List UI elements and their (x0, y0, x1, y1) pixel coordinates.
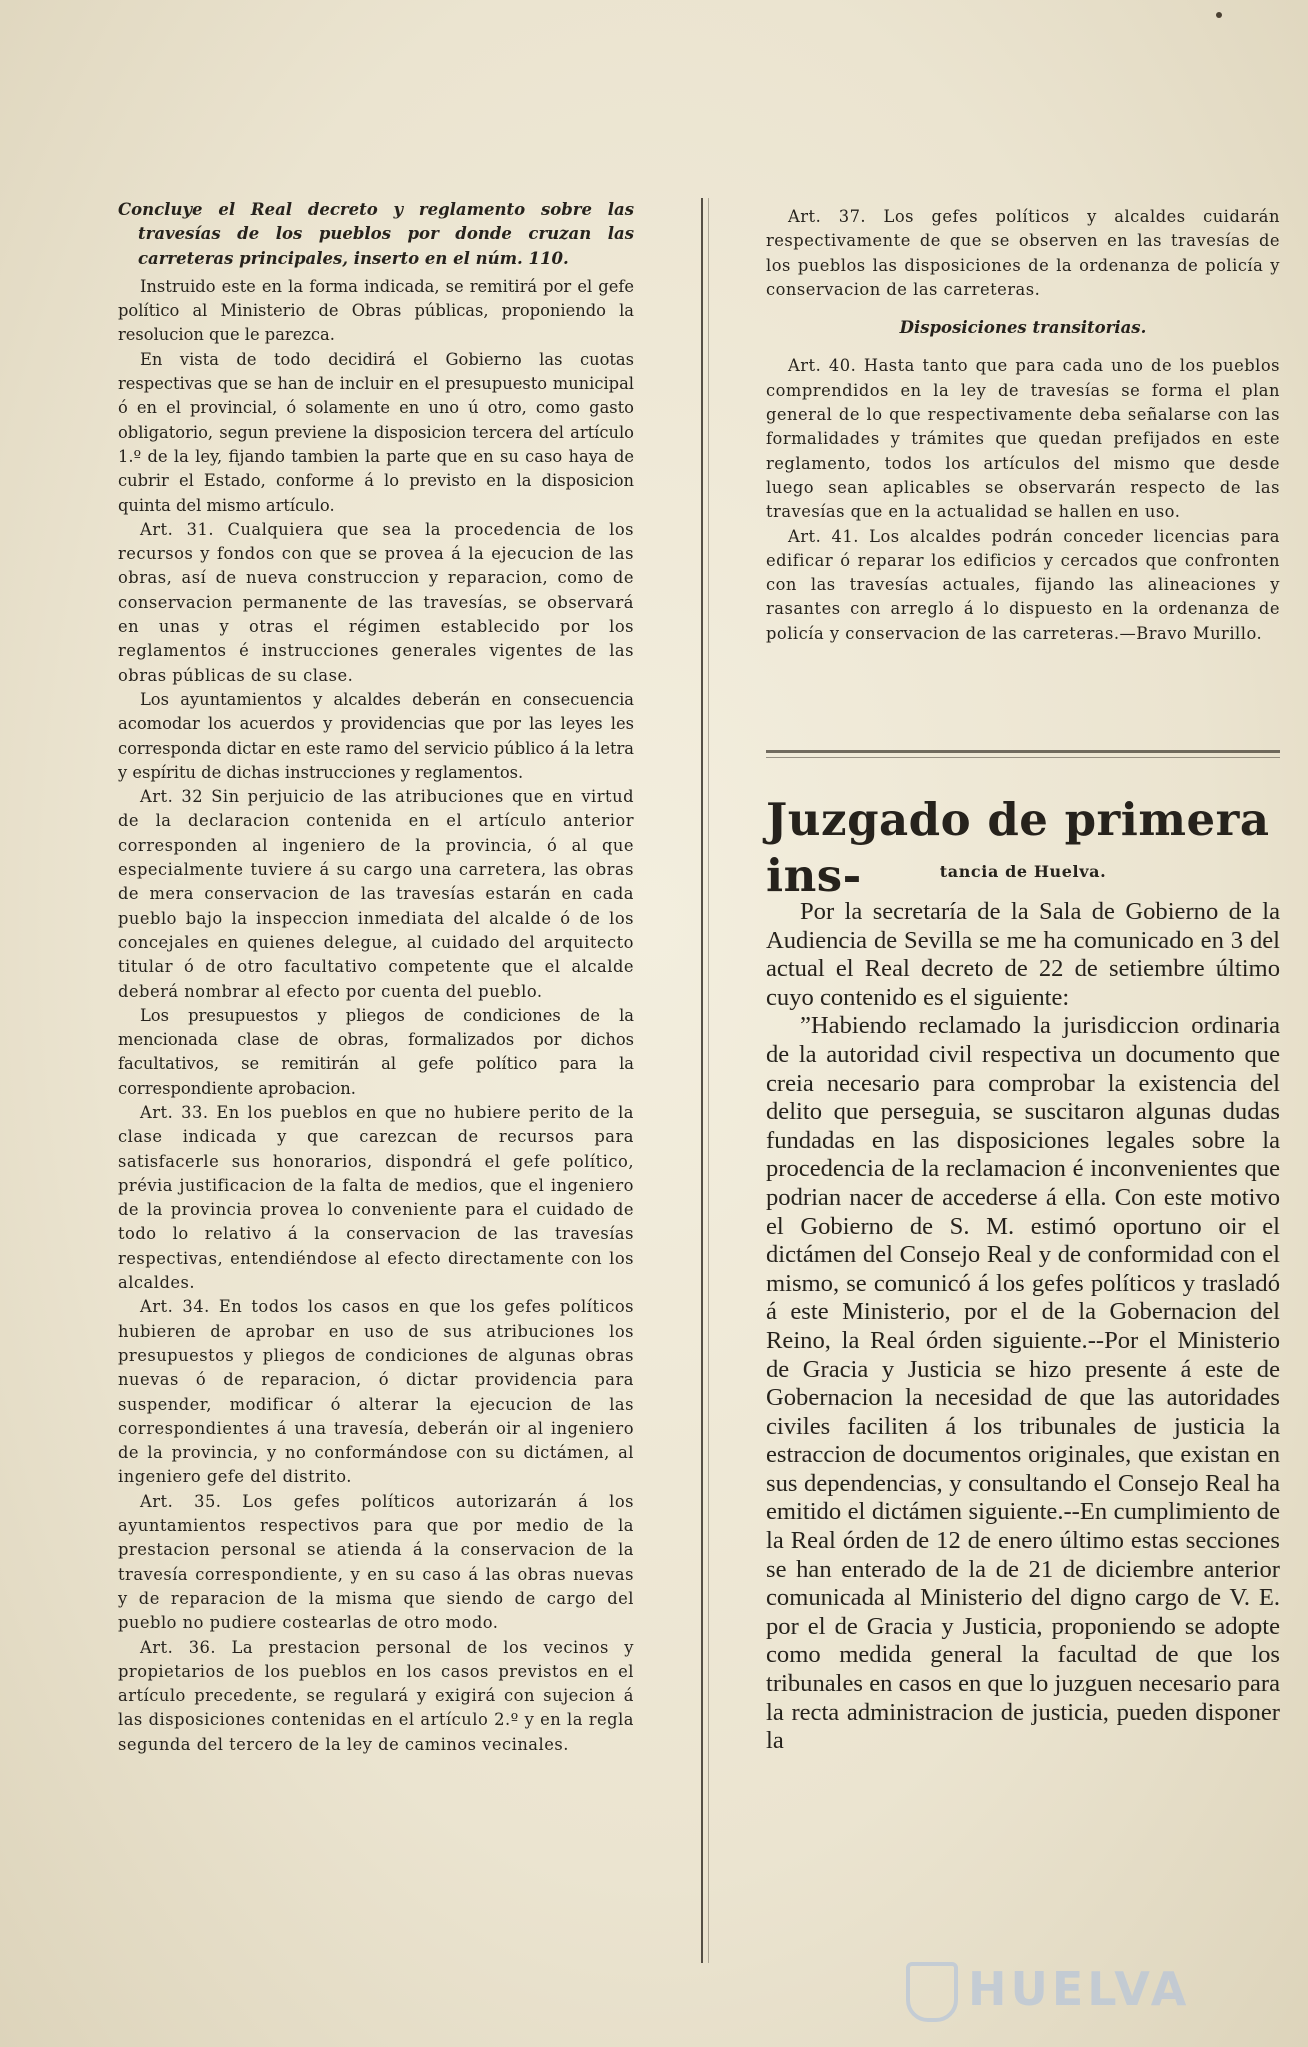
paragraph: ”Habiendo reclamado la jurisdiccion ordinaria de la autoridad civil respectiva un documento que creia necesario para comprobar la existencia del delito que perseguia, se suscitaron algunas dudas fundadas en las disposiciones legales sobre la procedencia de la reclamacion é inconvenientes que podrian nacer de accederse á ella. Con este motivo el Gobierno de S. M. estimó oportuno oir el dictámen del Consejo Real y de conformidad con el mismo, se comunicó á los gefes políticos y trasladó á este Ministerio, por el de la Gobernacion del Reino, la Real órden siguiente.--Por el Ministerio de Gracia y Justicia se hizo presente á este de Gobernacion la necesidad de que las autoridades civiles faciliten á los tribunales de justicia la estraccion de documentos originales, que existan en sus dependencias, y consultando el Consejo Real ha emitido el dictámen siguiente.--En cumplimiento de la Real órden de 12 de enero último estas secciones se han enterado de la de 21 de diciembre anterior comunicada al Ministerio del digno cargo de V. E. por el de Gracia y Justicia, proponiendo se adopte como medida general la facultad de que los tribunales en casos en que lo juzguen necesario para la recta administracion de justicia, pueden disponer la (766, 1012, 1280, 1755)
paragraph: Instruido este en la forma indicada, se remitirá por el gefe político al Ministerio de Obras públicas, proponiendo la resolucion que le parezca. (118, 276, 634, 345)
left-column (118, 198, 634, 1757)
library-watermark (906, 1960, 1236, 2030)
paragraph: Los presupuestos y pliegos de condiciones de la mencionada clase de obras, formalizados por dichos facultativos, se remitirán al gefe político para la correspondiente aprobacion. (118, 1005, 634, 1098)
article-36: Art. 36. La prestacion personal de los vecinos y propietarios de los pueblos en los casos previstos en el artículo precedente, se regulará y exigirá con sujecion á las disposiciones contenidas en el artículo 2.º y en la regla segunda del tercero de la ley de caminos vecinales. (118, 1637, 634, 1754)
article-35: Art. 35. Los gefes políticos autorizarán á los ayuntamientos respectivos para que por medio de la prestacion personal se atienda á la conservacion de la travesía correspondiente, y en su caso á las obras nuevas y de reparacion de la misma que siendo de cargo del pueblo no pudiere costearlas de otro modo. (118, 1491, 634, 1633)
column-divider-thin (708, 198, 709, 1963)
section-heading: Disposiciones transitorias. (899, 318, 1147, 338)
paragraph: En vista de todo decidirá el Gobierno las cuotas respectivas que se han de incluir en el presupuesto municipal ó en el provincial, ó solamente en uno ú otro, como gasto obligatorio, segun previene la disposicion tercera del artículo 1.º de la ley, fijando tambien la parte que en su caso haya de cubrir el Estado, conforme á lo previsto en la disposicion quinta del mismo artículo. (118, 349, 634, 515)
section-rule (766, 750, 1280, 753)
article-37: Art. 37. Los gefes políticos y alcaldes cuidarán respectivamente de que se observen en las travesías de los pueblos las disposiciones de la ordenanza de policía y conservacion de las carreteras. (766, 207, 1280, 299)
juzgado-body (766, 898, 1280, 1756)
paragraph: Los ayuntamientos y alcaldes deberán en consecuencia acomodar los acuerdos y providencias que por las leyes les corresponda dictar en este ramo del servicio público á la letra y espíritu de dichas instrucciones y reglamentos. (118, 689, 634, 782)
right-column (766, 205, 1280, 646)
column-divider (701, 198, 703, 1963)
article-41: Art. 41. Los alcaldes podrán conceder licencias para edificar ó reparar los edificios y cercados que confronten con las travesías actuales, fijando las alineaciones y rasantes con arreglo á lo dispuesto en la ordenanza de policía y conservacion de las carreteras.—Bravo Murillo. (766, 526, 1280, 643)
ink-dot (1216, 12, 1222, 18)
watermark-text: HUELVA (968, 1962, 1191, 2016)
article-40: Art. 40. Hasta tanto que para cada uno de los pueblos comprendidos en la ley de travesías se forma el plan general de lo que respectivamente deba señalarse con las formalidades y trámites que quedan prefijados en este reglamento, todos los artículos del mismo que desde luego sean aplicables se observarán respecto de las travesías que en la actualidad se hallen en uso. (766, 356, 1280, 522)
section-rule-thin (766, 757, 1280, 758)
section-subtitle: tancia de Huelva. (939, 862, 1107, 881)
article-33: Art. 33. En los pueblos en que no hubiere perito de la clase indicada y que carezcan de recursos para satisfacerle sus honorarios, dispondrá el gefe político, prévia justificacion de la falta de medios, que el ingeniero de la provincia provea lo conveniente para el cuidado de todo lo relativo á la conservacion de las travesías respectivas, entendiéndose al efecto directamente con los alcaldes. (118, 1102, 634, 1293)
article-intro: Concluye el Real decreto y reglamento sobre las travesías de los pueblos por donde cruzan las carreteras principales, inserto en el núm. 110. (118, 200, 634, 268)
shield-icon (906, 1962, 958, 2022)
paragraph: Por la secretaría de la Sala de Gobierno de la Audiencia de Sevilla se me ha comunicado en 3 del actual el Real decreto de 22 de setiembre último cuyo contenido es el siguiente: (766, 898, 1280, 1011)
section-title: Juzgado de primera ins- (766, 793, 1270, 902)
article-31: Art. 31. Cualquiera que sea la procedencia de los recursos y fondos con que se provea á la ejecucion de las obras, así de nueva construccion y reparacion, como de conservacion permanente de las travesías, se observará en unas y otras el régimen establecido por los reglamentos é instrucciones generales vigentes de las obras públicas de su clase. (118, 519, 634, 685)
article-34: Art. 34. En todos los casos en que los gefes políticos hubieren de aprobar en uso de sus atribuciones los presupuestos y pliegos de condiciones de algunas obras nuevas ó de reparacion, ó dictar providencia para suspender, modificar ó alterar la ejecucion de las correspondientes á una travesía, deberán oir al ingeniero de la provincia, y no conformándose con su dictámen, al ingeniero gefe del distrito. (118, 1297, 634, 1487)
article-32: Art. 32 Sin perjuicio de las atribuciones que en virtud de la declaracion contenida en el artículo anterior corresponden al ingeniero de la provincia, ó al que especialmente tuviere á su cargo una carretera, las obras de mera conservacion de las travesías estarán en cada pueblo bajo la inspeccion inmediata del alcalde ó de los concejales en quienes delegue, al cuidado del arquitecto titular ó de otro facultativo competente que el alcalde deberá nombrar al efecto por cuenta del pueblo. (118, 787, 634, 1001)
